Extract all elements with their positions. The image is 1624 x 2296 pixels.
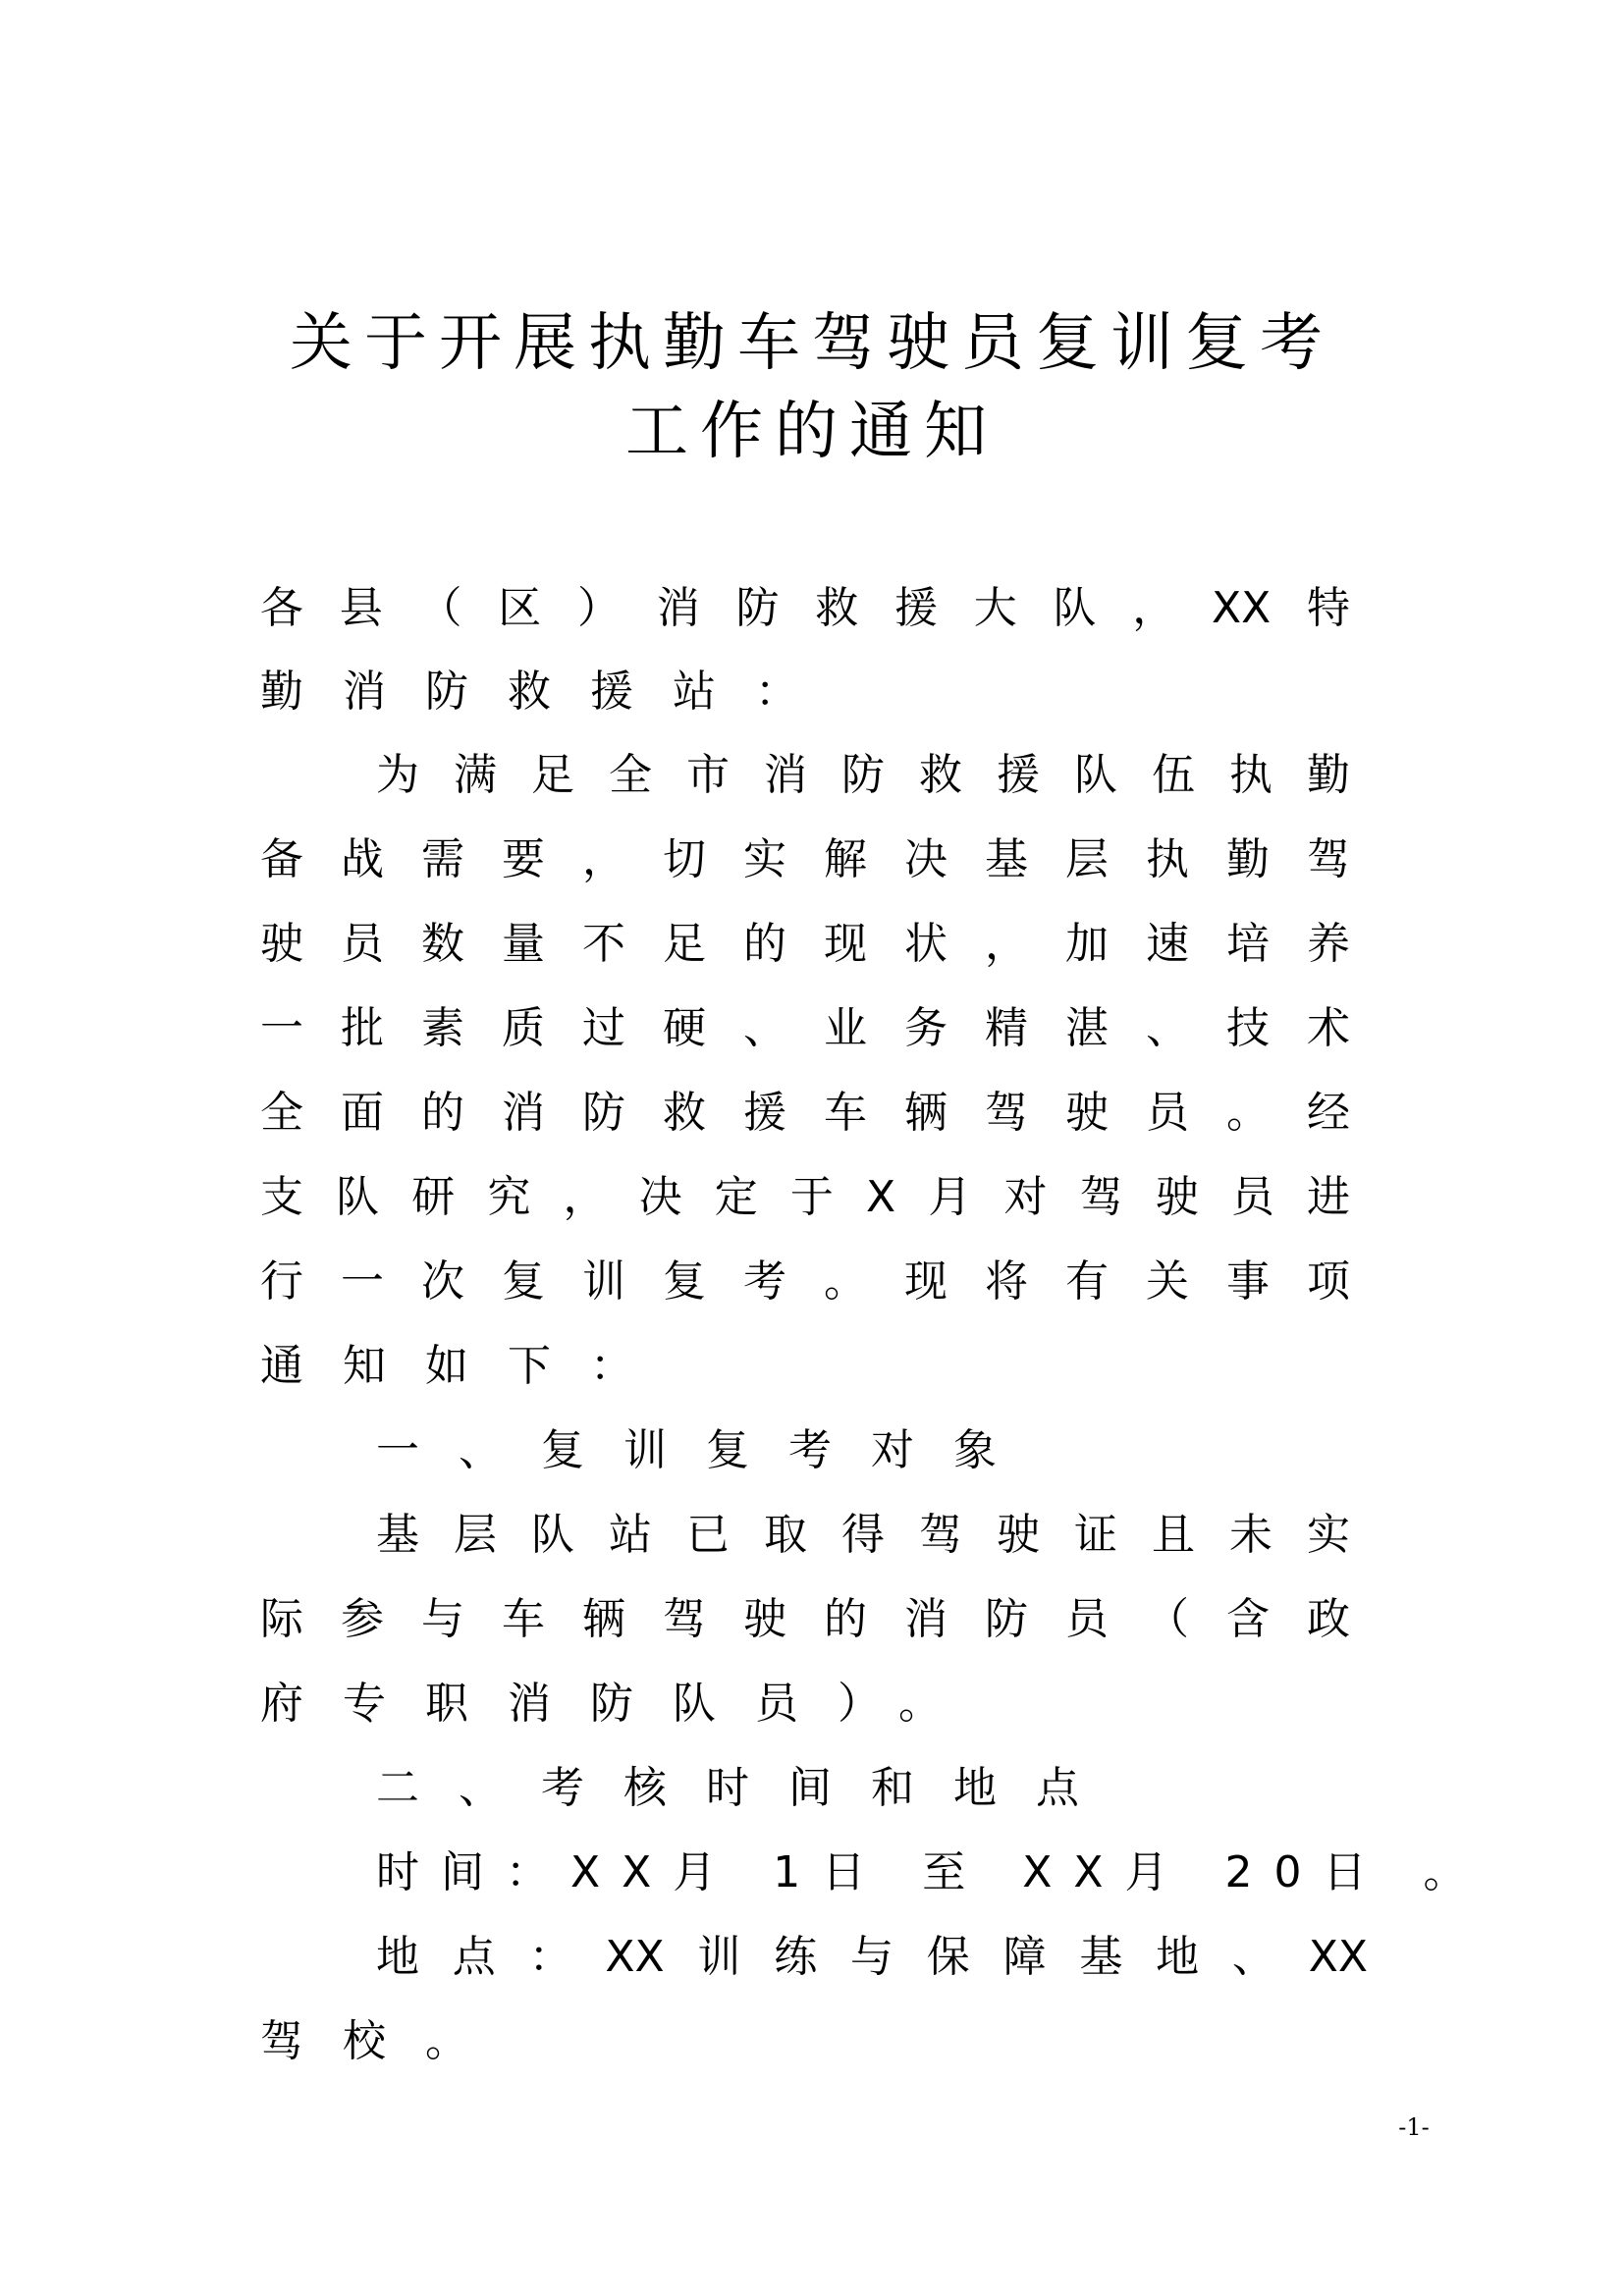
body-paragraph-2-line-3: 府专职消防队员）。 (260, 1679, 981, 1729)
notice-title-line-1: 关于开展执勤车驾驶员复训复考 (290, 307, 1334, 380)
page-number: -1- (1398, 2113, 1430, 2141)
section-heading-1: 一、复训复考对象 (376, 1425, 1036, 1475)
body-paragraph-1-line-2: 备战需要，切实解决基层执勤驾 (260, 834, 1350, 884)
body-paragraph-1-line-1: 为满足全市消防救援队伍执勤 (376, 750, 1350, 800)
body-paragraph-1-line-6: 支队研究，决定于X月对驾驶员进 (260, 1172, 1350, 1222)
body-paragraph-1-line-5: 全面的消防救援车辆驾驶员。经 (260, 1088, 1350, 1138)
body-paragraph-1-line-7: 行一次复训复考。现将有关事项 (260, 1256, 1350, 1307)
notice-title-line-2: 工作的通知 (625, 396, 999, 468)
body-paragraph-1-line-8: 通知如下： (260, 1341, 673, 1391)
schedule-location-line-1: 地点：XX训练与保障基地、XX (376, 1932, 1368, 1982)
body-paragraph-2-line-1: 基层队站已取得驾驶证且未实 (376, 1510, 1350, 1560)
schedule-location-line-2: 驾校。 (260, 2016, 508, 2066)
salutation-line-2: 勤消防救援站： (260, 667, 838, 717)
schedule-time-line: 时间：XX月 1日 至 XX月 20日 。 (376, 1847, 1489, 1897)
body-paragraph-1-line-4: 一批素质过硬、业务精湛、技术 (260, 1003, 1350, 1053)
section-heading-2: 二、考核时间和地点 (376, 1763, 1118, 1813)
body-paragraph-2-line-2: 际参与车辆驾驶的消防员（含政 (260, 1594, 1350, 1644)
body-paragraph-1-line-3: 驶员数量不足的现状，加速培养 (260, 919, 1350, 969)
salutation-line-1: 各县（区）消防救援大队，XX特 (260, 583, 1350, 633)
